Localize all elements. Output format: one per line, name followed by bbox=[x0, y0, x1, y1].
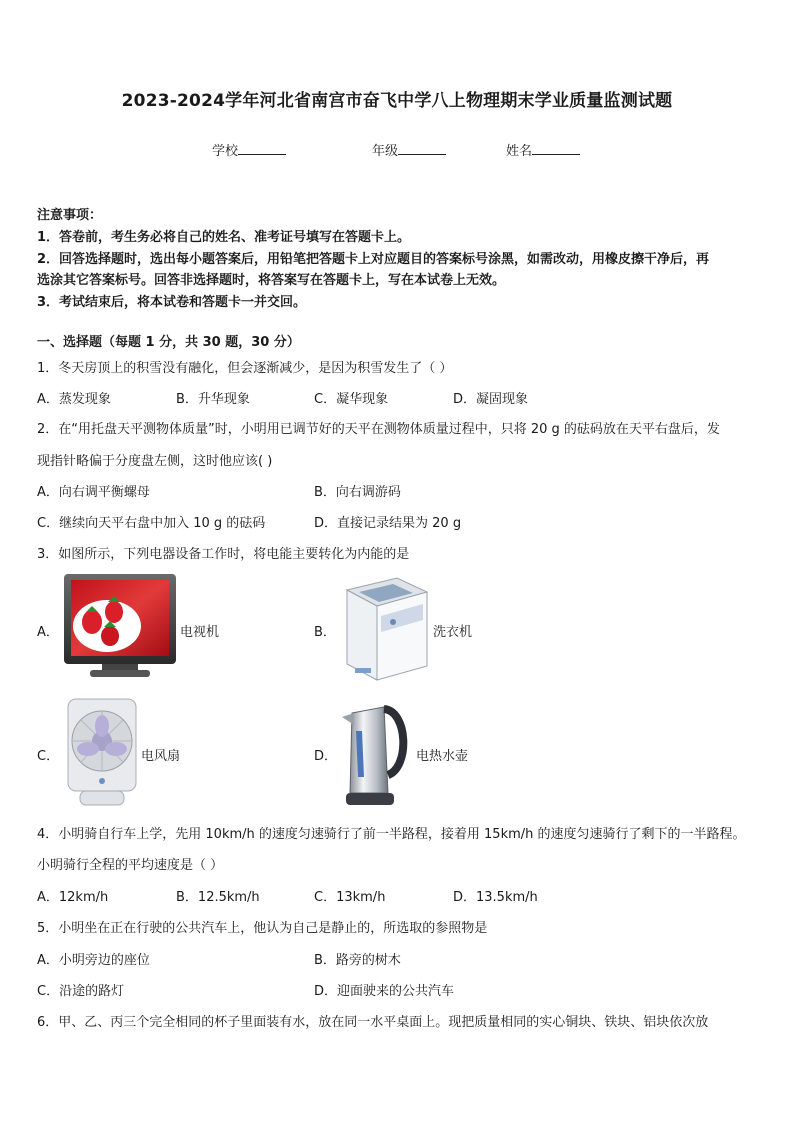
notice-item-2-cont: 选涂其它答案标号。回答非选择题时，将答案写在答题卡上，写在本试卷上无效。 bbox=[37, 273, 506, 288]
q3-option-b-label: 洗衣机 bbox=[433, 625, 473, 640]
name-label: 姓名 bbox=[506, 144, 533, 159]
notice-heading: 注意事项： bbox=[37, 208, 103, 223]
q5-stem: 5．小明坐在正在行驶的公共汽车上，他认为自己是静止的，所选取的参照物是 bbox=[37, 921, 488, 936]
q3-stem: 3．如图所示，下列电器设备工作时，将电能主要转化为内能的是 bbox=[37, 547, 410, 562]
grade-blank bbox=[398, 142, 446, 155]
q2-option-a: A．向右调平衡螺母 bbox=[37, 485, 150, 500]
q2-stem-1: 2．在“用托盘天平测物体质量”时，小明用已调节好的天平在测物体质量过程中，只将 20 g 的砝码放在天平右盘后，发 bbox=[37, 422, 720, 437]
name-field bbox=[506, 140, 580, 159]
q3-option-a-letter: A． bbox=[37, 625, 59, 640]
q5-option-c: C．沿途的路灯 bbox=[37, 984, 125, 999]
q1-option-c: C．凝华现象 bbox=[314, 392, 389, 407]
q2-stem-2: 现指针略偏于分度盘左侧，这时他应该( ) bbox=[37, 454, 273, 469]
tv-icon bbox=[62, 572, 178, 680]
q5-option-d: D．迎面驶来的公共汽车 bbox=[314, 984, 455, 999]
kettle-icon bbox=[338, 697, 414, 809]
school-blank bbox=[238, 142, 286, 155]
notice-item-1: 1．答卷前，考生务必将自己的姓名、准考证号填写在答题卡上。 bbox=[37, 230, 411, 245]
grade-field bbox=[372, 140, 446, 159]
page-title: 2023-2024学年河北省南宫市奋飞中学八上物理期末学业质量监测试题 bbox=[121, 91, 673, 111]
q4-stem-1: 4．小明骑自行车上学，先用 10km/h 的速度匀速骑行了前一半路程，接着用 15km/h 的速度匀速骑行了剩下的一半路程。 bbox=[37, 827, 746, 842]
fan-icon bbox=[64, 697, 140, 809]
section-heading: 一、选择题（每题 1 分，共 30 题，30 分） bbox=[37, 335, 300, 350]
q2-option-d: D．直接记录结果为 20 g bbox=[314, 516, 462, 531]
q3-option-c-letter: C． bbox=[37, 749, 60, 764]
q5-option-b: B．路旁的树木 bbox=[314, 953, 401, 968]
q1-option-a: A．蒸发现象 bbox=[37, 392, 111, 407]
q4-option-d: D．13.5km/h bbox=[453, 890, 538, 905]
name-blank bbox=[532, 142, 580, 155]
washing-machine-icon bbox=[337, 572, 433, 684]
q3-option-b-letter: B． bbox=[314, 625, 336, 640]
notice-item-2: 2．回答选择题时，选出每小题答案后，用铅笔把答题卡上对应题目的答案标号涂黑，如需改动，用橡皮擦干净后，再 bbox=[37, 252, 710, 267]
q4-option-b: B．12.5km/h bbox=[176, 890, 260, 905]
school-label: 学校 bbox=[212, 144, 239, 159]
q2-option-b: B．向右调游码 bbox=[314, 485, 401, 500]
q4-option-a: A．12km/h bbox=[37, 890, 109, 905]
q3-option-d-label: 电热水壶 bbox=[416, 749, 469, 764]
q1-option-b: B．升华现象 bbox=[176, 392, 250, 407]
q3-option-c-label: 电风扇 bbox=[141, 749, 181, 764]
q2-option-c: C．继续向天平右盘中加入 10 g 的砝码 bbox=[37, 516, 266, 531]
notice-item-3: 3．考试结束后，将本试卷和答题卡一并交回。 bbox=[37, 295, 307, 310]
q3-option-a-label: 电视机 bbox=[180, 625, 220, 640]
q1-stem: 1．冬天房顶上的积雪没有融化，但会逐渐减少，是因为积雪发生了（ ） bbox=[37, 361, 453, 376]
school-field bbox=[212, 140, 286, 159]
q1-option-d: D．凝固现象 bbox=[453, 392, 529, 407]
q4-stem-2: 小明骑行全程的平均速度是（ ） bbox=[37, 858, 224, 873]
q6-stem: 6．甲、乙、丙三个完全相同的杯子里面装有水，放在同一水平桌面上。现把质量相同的实心铜块、铁块、铝块依次放 bbox=[37, 1015, 709, 1030]
grade-label: 年级 bbox=[372, 144, 399, 159]
q3-option-d-letter: D． bbox=[314, 749, 338, 764]
q5-option-a: A．小明旁边的座位 bbox=[37, 953, 150, 968]
q4-option-c: C．13km/h bbox=[314, 890, 386, 905]
